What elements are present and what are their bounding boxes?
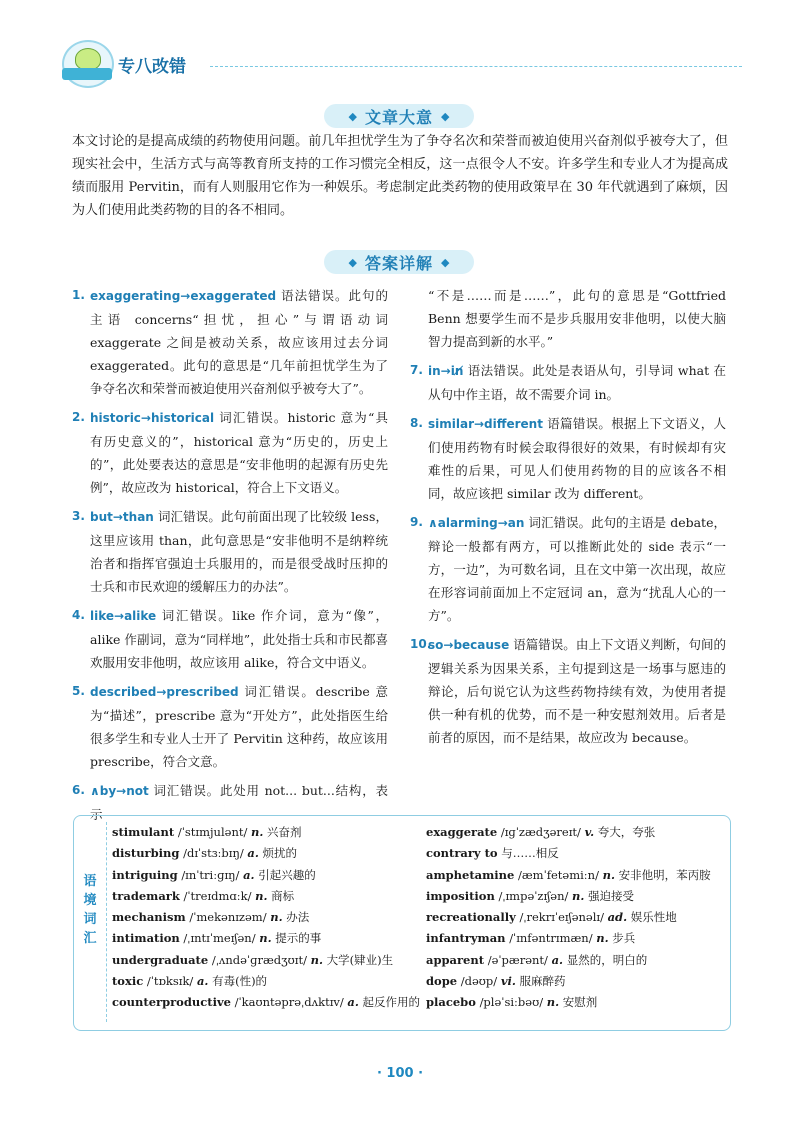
vocab-word: intriguing [112, 867, 178, 882]
answer-item [410, 359, 726, 406]
answer-correction: so→because [428, 638, 510, 652]
answer-explanation: 语法错误。此处是表语从句，引导词 what 在从句中作主语，故不需要介词 in。 [428, 363, 726, 402]
vocab-word: recreationally [426, 910, 516, 925]
vocab-meaning: 大学(肄业)生 [326, 952, 394, 967]
vocab-pos: v. [584, 825, 595, 839]
summary-paragraph: 本文讨论的是提高成绩的药物使用问题。前几年担忧学生为了争夺名次和荣誉而被迫使用兴奋剂似乎被夸大了，但现实社会中，生活方式与高等教育所支持的工作习惯完全相反，这一点很令人不安。许多学生和专业人才为提高成绩而服用 Pervitin，而有人则服用它作为一种娱乐。考虑制定此类药物的使用政策早在 30 年代就遇到了麻烦，因为人们使用此类药物的目的各不相同。 [72, 134, 728, 218]
vocab-meaning: 烦扰的 [262, 846, 298, 861]
vocab-meaning: 夸大，夸张 [597, 825, 656, 839]
vocab-ipa: /əˈpærənt/ [487, 952, 548, 967]
vocab-meaning: 安非他明，苯丙胺 [618, 867, 711, 882]
vocab-word: infantryman [426, 931, 506, 946]
vocab-word: imposition [426, 888, 495, 903]
vocabulary-entry [112, 865, 422, 886]
vocabulary-entry [112, 907, 422, 928]
vocabulary-entry [112, 992, 422, 1013]
vocab-word: intimation [112, 931, 180, 946]
vocab-ipa: /ɪnˈtriːɡɪŋ/ [181, 867, 240, 882]
answers-section-title: 答案详解 [364, 253, 433, 273]
answer-explanation: 词汇错误。此处用 not... but...结构，表示 [90, 783, 388, 822]
vocabulary-entry [426, 928, 736, 949]
answer-correction: exaggerating→exaggerated [90, 289, 277, 303]
vocab-meaning: 强迫接受 [588, 888, 635, 903]
vocabulary-entry [112, 928, 422, 949]
vocab-ipa: /ˈɪnfəntrɪmæn/ [509, 931, 593, 946]
answer-explanation: 词汇错误。describe 意为“描述”，prescribe 意为“开处方”，此处指医生给很多学生和专业人士开了 Pervitin 这种药，故应该用 prescribe，符合文意。 [90, 684, 388, 769]
diamond-icon: ◆ [348, 109, 357, 123]
answer-item [72, 284, 388, 400]
vocabulary-entry [426, 865, 736, 886]
answer-item [72, 406, 388, 499]
answer-number: 3. [72, 509, 85, 523]
answer-correction: like→alike [90, 609, 157, 623]
answer-number: 5. [72, 684, 85, 698]
vocab-pos: n. [546, 995, 560, 1010]
vocab-pos: n. [270, 910, 283, 925]
vocab-ipa: /pləˈsiːbəʊ/ [479, 995, 544, 1010]
vocab-meaning: 安慰剂 [562, 995, 598, 1010]
answer-item [410, 412, 726, 505]
vocabulary-entry [112, 950, 422, 971]
answer-explanation: 词汇错误。此句的主语是 debate，辩论一般都有两方，可以推断此处的 side 表示“一方，一边”，为可数名词，且在文中第一次出现，故应在形容词前面加上不定冠词 an，意为“扰乱人心的一方”。 [428, 515, 726, 623]
answer-correction: described→prescribed [90, 685, 239, 699]
answer-number: 10. [410, 637, 432, 651]
vocab-meaning: 服麻醉药 [519, 974, 566, 989]
vocab-ipa: /ˌɪntɪˈmeɪʃən/ [183, 931, 256, 946]
answer-number: 1. [72, 288, 85, 302]
vocabulary-left-column [112, 822, 422, 1014]
vocabulary-entry [426, 950, 736, 971]
vocab-ipa: /ˈtɒksɪk/ [146, 974, 194, 989]
answer-explanation: 词汇错误。historic 意为“具有历史意义的”，historical 意为“历史的，历史上的”，此处要表达的意思是“安非他明的起源有历史先例”，故应改为 historical，符合上下文语义。 [90, 410, 388, 495]
vocab-word: dope [426, 974, 458, 989]
vocab-pos: a. [247, 846, 259, 861]
vocab-pos: n. [251, 825, 264, 839]
frog-face-icon [75, 48, 101, 70]
answer-explanation: 语篇错误。根据上下文语义，人们使用药物有时候会取得很好的效果，有时候却有灾难性的后果，可见人们使用药物的目的应该各不相同，故应该把 similar 改为 different。 [428, 416, 726, 501]
vocab-meaning: 起反作用的 [362, 995, 421, 1010]
vocabulary-entry [426, 971, 736, 992]
diamond-icon: ◆ [441, 109, 450, 123]
answer-correction: but→than [90, 510, 154, 524]
vocabulary-entry [426, 822, 736, 843]
vocabulary-divider [106, 822, 107, 1022]
vocabulary-entry [112, 971, 422, 992]
vocab-ipa: /ˌɪmpəˈzɪʃən/ [498, 888, 569, 903]
vocab-pos: n. [255, 888, 268, 903]
answer-correction: similar→different [428, 417, 543, 431]
vocabulary-entry [426, 907, 736, 928]
answer-explanation: 语法错误。此句的主语 concerns“担忧，担心”与谓语动词 exaggerate 之间是被动关系，故应该用过去分词 exaggerated。此句的意思是“几年前担忧学生为了争夺名次和荣誉而被迫使用兴奋剂似乎被夸大了”。 [90, 288, 388, 396]
answer-correction: historic→historical [90, 411, 215, 425]
vocab-word: disturbing [112, 846, 180, 861]
vocab-word: apparent [426, 952, 485, 967]
vocab-ipa: /ˌrekrɪˈeɪʃənəlɪ/ [519, 910, 604, 925]
answer-number: 2. [72, 410, 85, 424]
vocabulary-label-char: 境 [83, 893, 97, 908]
header-divider [210, 66, 742, 67]
vocabulary-entry [112, 822, 422, 843]
vocab-meaning: 步兵 [612, 931, 636, 946]
answer-item [72, 604, 388, 674]
vocab-pos: n. [572, 888, 585, 903]
header-title: 专八改错 [118, 57, 186, 77]
summary-section-title: 文章大意 [364, 107, 433, 127]
answer-explanation: 语篇错误。由上下文语义判断，句间的逻辑关系为因果关系，主句提到这是一场事与愿违的辩论，后句说它认为这些药物持续有效，为使用者提供一种有机的优势，而不是一种安慰剂效用。后者是前者的原因，而不是结果，故应改为 because。 [428, 637, 726, 745]
vocab-pos: a. [347, 995, 359, 1010]
answer-number: 7. [410, 363, 423, 377]
vocab-ipa: /ˈkaʊntəprəˌdʌktɪv/ [234, 995, 344, 1010]
summary-section-badge [324, 104, 474, 128]
vocabulary-label [80, 872, 100, 948]
answers-section-badge [324, 250, 474, 274]
vocab-pos: n. [310, 952, 323, 967]
answer-number: 4. [72, 608, 85, 622]
vocabulary-entry [112, 886, 422, 907]
answer-item [410, 633, 726, 749]
diamond-icon: ◆ [348, 255, 357, 269]
vocab-ipa: /ˈmekənɪzəm/ [189, 910, 267, 925]
vocab-meaning: 兴奋剂 [267, 825, 302, 839]
vocab-word: undergraduate [112, 952, 209, 967]
vocabulary-entry [426, 992, 736, 1013]
frog-logo-icon [62, 40, 114, 88]
vocab-word: placebo [426, 995, 476, 1010]
vocab-word: amphetamine [426, 867, 515, 882]
vocab-word: stimulant [112, 825, 175, 839]
answer-correction: ∧alarming→an [428, 516, 525, 530]
answer-number: 9. [410, 515, 423, 529]
vocab-ipa: /dəʊp/ [460, 974, 498, 989]
vocabulary-label-char: 词 [83, 912, 97, 927]
answer-continuation: “不是……而是……”，此句的意思是“Gottfried Benn 想要学生而不是步兵服用安非他明，以使大脑智力提高到新的水平。” [428, 288, 726, 349]
answer-item [410, 511, 726, 627]
vocab-meaning: 有毒(性)的 [212, 974, 268, 989]
vocab-word: mechanism [112, 910, 186, 925]
vocab-pos: a. [551, 952, 564, 967]
vocab-meaning: 显然的，明白的 [566, 952, 648, 967]
answer-explanation: 词汇错误。此句前面出现了比较级 less，这里应该用 than，此句意思是“安非他明不是纳粹统治者和指挥官强迫士兵服用的，而是很受战时压抑的士兵和市民欢迎的缓解压力的办法”。 [90, 509, 388, 594]
vocab-word: contrary to [426, 846, 498, 861]
answer-item [72, 680, 388, 773]
vocab-meaning: 娱乐性地 [630, 910, 677, 925]
vocab-meaning: 与……相反 [501, 846, 559, 861]
vocab-meaning: 商标 [271, 888, 295, 903]
logo-banner [62, 68, 112, 80]
vocab-pos: a. [196, 974, 209, 989]
vocab-ipa: /æmˈfetəmiːn/ [517, 867, 599, 882]
answer-number: 8. [410, 416, 423, 430]
vocabulary-right-column [426, 822, 736, 1014]
vocab-pos: ad. [607, 910, 628, 925]
vocab-pos: n. [602, 867, 615, 882]
vocabulary-entry [112, 843, 422, 864]
answer-explanation: 词汇错误。like 作介词，意为“像”，alike 作副词，意为“同样地”，此处指士兵和市民都喜欢服用安非他明，故应该用 alike，符合文中语义。 [90, 608, 388, 670]
vocabulary-entry [426, 843, 736, 864]
vocab-word: trademark [112, 888, 180, 903]
answers-left-column [72, 284, 388, 832]
vocab-ipa: /ˈstɪmjulənt/ [177, 825, 248, 839]
vocab-meaning: 提示的事 [275, 931, 322, 946]
page-number: · 100 · [376, 1066, 424, 1081]
answers-right-column [410, 284, 726, 755]
vocabulary-entry [426, 886, 736, 907]
answer-correction: in→in̸ [428, 364, 464, 378]
vocab-word: toxic [112, 974, 144, 989]
vocab-meaning: 引起兴趣的 [258, 867, 316, 882]
page-header [62, 38, 742, 90]
vocab-meaning: 办法 [286, 910, 310, 925]
answer-correction: ∧by→not [90, 784, 149, 798]
diamond-icon: ◆ [441, 255, 450, 269]
vocab-pos: n. [596, 931, 609, 946]
vocabulary-label-char: 语 [83, 874, 97, 889]
vocab-ipa: /ˌʌndəˈɡrædʒʊɪt/ [211, 952, 307, 967]
vocab-pos: n. [259, 931, 272, 946]
answer-number: 6. [72, 783, 85, 797]
vocab-pos: vi. [500, 974, 516, 989]
vocab-ipa: /dɪˈstɜːbɪŋ/ [183, 846, 244, 861]
vocabulary-label-char: 汇 [83, 931, 97, 946]
vocab-word: counterproductive [112, 995, 231, 1010]
vocab-ipa: /ɪɡˈzædʒəreɪt/ [500, 825, 581, 839]
vocab-word: exaggerate [426, 825, 498, 839]
vocabulary-box [73, 815, 731, 1031]
vocab-ipa: /ˈtreɪdmɑːk/ [183, 888, 252, 903]
vocab-pos: a. [243, 867, 255, 882]
answer-item [72, 505, 388, 598]
